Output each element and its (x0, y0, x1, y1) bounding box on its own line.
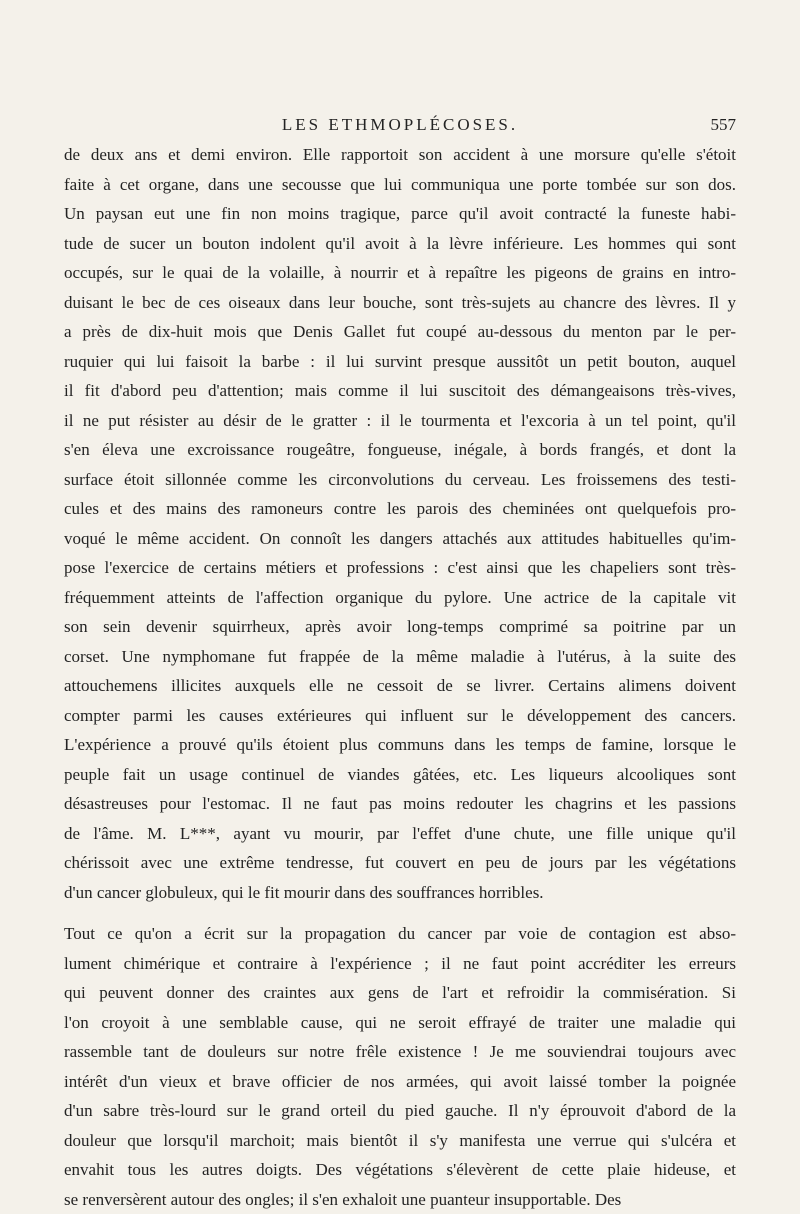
text-line: corset. Une nymphomane fut frappée de la même maladie à l'utérus, à la suite des (64, 642, 736, 672)
text-line: peuple fait un usage continuel de viandes gâtées, etc. Les liqueurs alcooliques sont (64, 760, 736, 790)
text-line: l'on croyoit à une semblable cause, qui ne seroit effrayé de traiter une maladie qui (64, 1008, 736, 1038)
text-line: attouchemens illicites auxquels elle ne cessoit de se livrer. Certains alimens doivent (64, 671, 736, 701)
text-line: Un paysan eut une fin non moins tragique, parce qu'il avoit contracté la funeste habi- (64, 199, 736, 229)
text-line: duisant le bec de ces oiseaux dans leur bouche, sont très-sujets au chancre des lèvres. Il y (64, 288, 736, 318)
text-line: Tout ce qu'on a écrit sur la propagation du cancer par voie de contagion est abso- (64, 919, 736, 949)
text-line: s'en éleva une excroissance rougeâtre, fongueuse, inégale, à bords frangés, et dont la (64, 435, 736, 465)
paragraph (64, 919, 736, 1214)
page-header (64, 112, 736, 138)
text-line: ruquier qui lui faisoit la barbe : il lui survint presque aussitôt un petit bouton, auquel (64, 347, 736, 377)
text-line: d'un sabre très-lourd sur le grand orteil du pied gauche. Il n'y éprouvoit d'abord de la (64, 1096, 736, 1126)
text-line: faite à cet organe, dans une secousse que lui communiqua une porte tombée sur son dos. (64, 170, 736, 200)
text-line: cules et des mains des ramoneurs contre les parois des cheminées ont quelquefois pro- (64, 494, 736, 524)
text-line: a près de dix-huit mois que Denis Gallet fut coupé au-dessous du menton par le per- (64, 317, 736, 347)
running-title: LES ETHMOPLÉCOSES. (64, 112, 736, 138)
paragraph (64, 140, 736, 907)
text-line: de deux ans et demi environ. Elle rapportoit son accident à une morsure qu'elle s'étoit (64, 140, 736, 170)
text-line: pose l'exercice de certains métiers et professions : c'est ainsi que les chapeliers sont très- (64, 553, 736, 583)
text-line: surface étoit sillonnée comme les circonvolutions du cerveau. Les froissemens des testi- (64, 465, 736, 495)
text-line: L'expérience a prouvé qu'ils étoient plus communs dans les temps de famine, lorsque le (64, 730, 736, 760)
text-line: désastreuses pour l'estomac. Il ne faut pas moins redouter les chagrins et les passions (64, 789, 736, 819)
text-line: voqué le même accident. On connoît les dangers attachés aux attitudes habituelles qu'im- (64, 524, 736, 554)
text-line: rassemble tant de douleurs sur notre frêle existence ! Je me souviendrai toujours avec (64, 1037, 736, 1067)
page-number: 557 (711, 112, 737, 138)
text-line: qui peuvent donner des craintes aux gens de l'art et refroidir la commisération. Si (64, 978, 736, 1008)
text-line: il fit d'abord peu d'attention; mais comme il lui suscitoit des démangeaisons très-vives, (64, 376, 736, 406)
text-line: chérissoit avec une extrême tendresse, fut couvert en peu de jours par les végétations (64, 848, 736, 878)
paragraph-gap (64, 907, 736, 919)
text-line: il ne put résister au désir de le gratter : il le tourmenta et l'excoria à un tel point, qu'il (64, 406, 736, 436)
text-line: compter parmi les causes extérieures qui influent sur le développement des cancers. (64, 701, 736, 731)
body-text (64, 140, 736, 1214)
text-line: tude de sucer un bouton indolent qu'il avoit à la lèvre inférieure. Les hommes qui sont (64, 229, 736, 259)
text-line: envahit tous les autres doigts. Des végétations s'élevèrent de cette plaie hideuse, et (64, 1155, 736, 1185)
text-line: son sein devenir squirrheux, après avoir long-temps comprimé sa poitrine par un (64, 612, 736, 642)
text-line: occupés, sur le quai de la volaille, à nourrir et à repaître les pigeons de grains en intro- (64, 258, 736, 288)
text-line: d'un cancer globuleux, qui le fit mourir dans des souffrances horribles. (64, 878, 736, 908)
text-line: de l'âme. M. L***, ayant vu mourir, par l'effet d'une chute, une fille unique qu'il (64, 819, 736, 849)
text-line: se renversèrent autour des ongles; il s'en exhaloit une puanteur insupportable. Des (64, 1185, 736, 1214)
text-line: douleur que lorsqu'il marchoit; mais bientôt il s'y manifesta une verrue qui s'ulcéra et (64, 1126, 736, 1156)
text-line: intérêt d'un vieux et brave officier de nos armées, qui avoit laissé tomber la poignée (64, 1067, 736, 1097)
text-line: fréquemment atteints de l'affection organique du pylore. Une actrice de la capitale vit (64, 583, 736, 613)
text-line: lument chimérique et contraire à l'expérience ; il ne faut point accréditer les erreurs (64, 949, 736, 979)
